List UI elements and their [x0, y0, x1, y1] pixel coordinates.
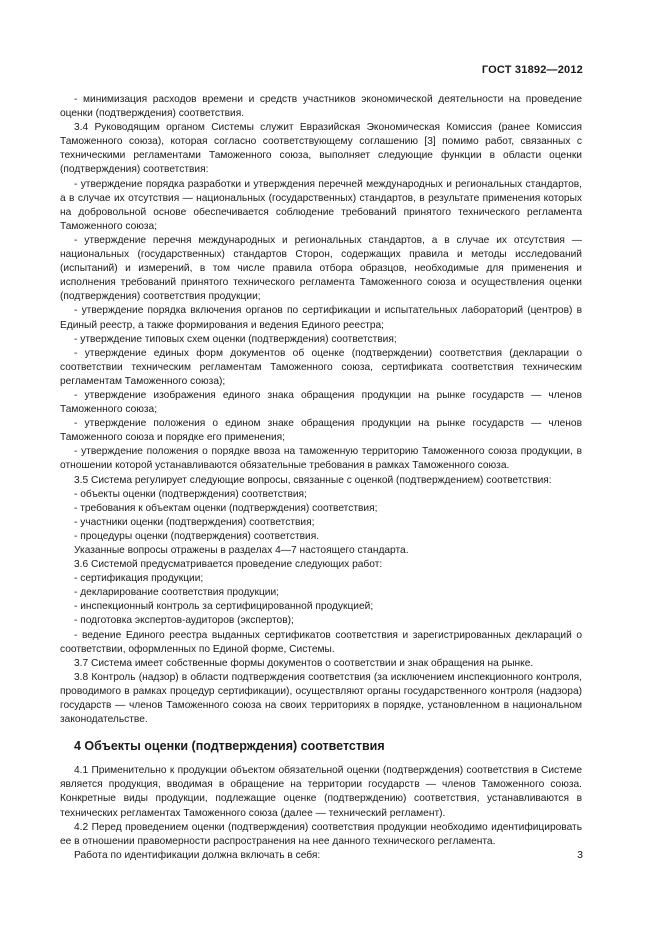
paragraph: 4.2 Перед проведением оценки (подтверждения) соответствия продукции необходимо идентифицировать ее в отношении правомерности распространения на нее данного технического регламента. [60, 821, 582, 847]
paragraph: Работа по идентификации должна включать в себя: [74, 849, 321, 861]
paragraph: 4.1 Применительно к продукции объектом обязательной оценки (подтверждения) соответствия в Системе является продукция, вводимая в обращение на территории государств — членов Таможенного союза. Конкретные виды продукции, подлежащие оценке (подтверждению) соответствия, устанавливаются в технических регламентах Таможенного союза (далее — технический регламент). [60, 765, 582, 819]
paragraph: - утверждение положения о едином знаке обращения продукции на рынке государств — членов Таможенного союза и порядке его применения; [60, 418, 582, 444]
page-number: 3 [577, 849, 583, 861]
paragraph: - утверждение положения о порядке ввоза на таможенную территорию Таможенного союза продукции, в отношении которой устанавливаются обязательные требования в рамках Таможенного союза. [60, 446, 582, 472]
paragraph: 3.4 Руководящим органом Системы служит Евразийская Экономическая Комиссия (ранее Комиссия Таможенного союза), которая согласно соответствующему соглашению [3] помимо работ, связанных с техническими регламентами Таможенного союза, выполняет следующие функции в области оценки (подтверждения) соответствия: [60, 122, 582, 176]
paragraph: Указанные вопросы отражены в разделах 4—7 настоящего стандарта. [74, 545, 409, 556]
paragraph: - утверждение изображения единого знака обращения продукции на рынке государств — членов Таможенного союза; [60, 389, 582, 416]
document-header: ГОСТ 31892—2012 [481, 64, 583, 76]
paragraph: - утверждение порядка включения органов по сертификации и испытательных лабораторий (центров) в Единый реестр, а также формирования и ведения Единого реестра; [60, 305, 582, 331]
paragraph: - утверждение порядка разработки и утверждения перечней международных и региональных стандартов, а в случае их отсутствия — национальных (государственных) стандартов, в результате применения которых на добровольной основе обеспечивается соблюдение требований принятого технического регламента Таможенного союза; [60, 178, 582, 232]
paragraph: - участники оценки (подтверждения) соответствия; [74, 516, 315, 528]
paragraph: - декларирование соответствия продукции; [74, 587, 280, 599]
paragraph: 3.8 Контроль (надзор) в области подтверждения соответствия (за исключением инспекционного контроля, проводимого в рамках процедур сертификации), осуществляют органы государственного контроля (надзора) государств — членов Таможенного союза на своих территориях в порядке, установленном в национальном законодательстве. [60, 671, 582, 726]
paragraph: - утверждение единых форм документов об оценке (подтверждении) соответствия (декларации о соответствии техническим регламентам Таможенного союза, сертификата соответствия техническим регламентам Таможенного союза); [60, 347, 582, 387]
document-body [60, 93, 582, 863]
paragraph: - требования к объектам оценки (подтверждения) соответствия; [74, 502, 378, 514]
paragraph: 3.6 Системой предусматривается проведение следующих работ: [74, 559, 383, 571]
paragraph: - утверждение перечня международных и региональных стандартов, а в случае их отсутствия — национальных (государственных) стандартов Сторон, содержащих правила и методы исследований (испытаний) и измерений, в том числе правила отбора образцов, необходимые для применения и исполнения требований принятого технического регламента Таможенного союза и осуществления оценки (подтверждения) соответствия продукции; [60, 234, 582, 303]
section-heading: 4 Объекты оценки (подтверждения) соответствия [74, 739, 385, 754]
paragraph: - подготовка экспертов-аудиторов (экспертов); [74, 615, 294, 627]
paragraph: - утверждение типовых схем оценки (подтверждения) соответствия; [74, 333, 397, 345]
paragraph: - процедуры оценки (подтверждения) соответствия. [74, 530, 320, 542]
paragraph: - ведение Единого реестра выданных сертификатов соответствия и зарегистрированных деклараций о соответствии, оформленных по Единой форме, Системы. [60, 629, 582, 655]
paragraph: - минимизация расходов времени и средств участников экономической деятельности на проведение оценки (подтверждения) соответствия. [60, 94, 582, 120]
paragraph: - инспекционный контроль за сертифицированной продукцией; [74, 601, 374, 613]
paragraph: 3.7 Система имеет собственные формы документов о соответствии и знак обращения на рынке. [74, 657, 534, 669]
paragraph: - сертификация продукции; [74, 573, 204, 585]
paragraph: - объекты оценки (подтверждения) соответствия; [74, 488, 307, 500]
paragraph: 3.5 Система регулирует следующие вопросы, связанные с оценкой (подтверждением) соответствия: [74, 474, 552, 486]
